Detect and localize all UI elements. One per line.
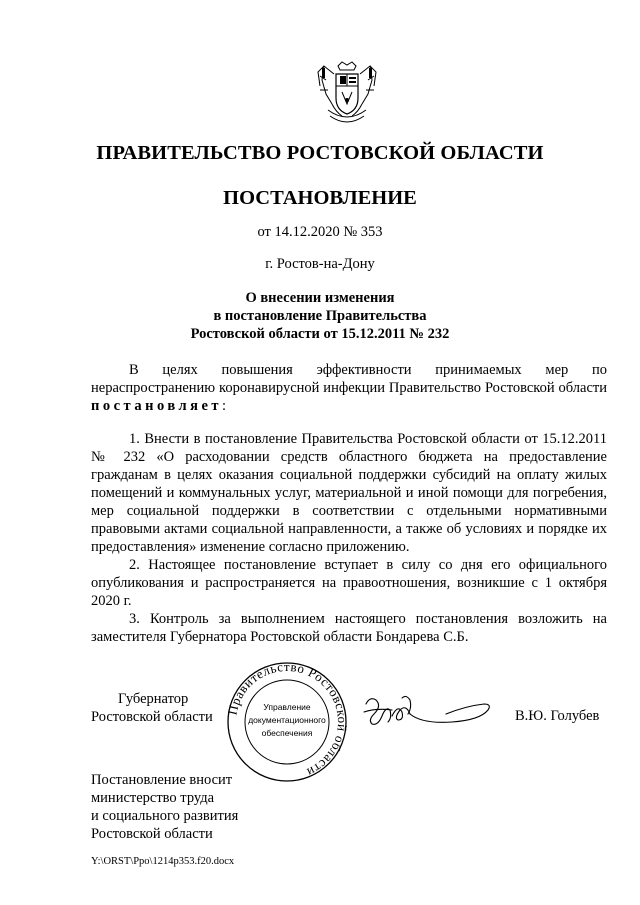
submitter-line: Постановление вносит <box>91 772 233 788</box>
subject-line: в постановление Правительства <box>213 308 427 324</box>
document-type: ПОСТАНОВЛЕНИЕ <box>223 187 417 209</box>
position-line: Ростовской области <box>91 709 213 725</box>
file-path: Y:\ORST\Ppo\1214p353.f20.docx <box>91 856 235 867</box>
decree-item: 2. Настоящее постановление вступает в силу со дня его официального опубликования и распространяется на правоотношения, возникшие с 1 октября 2020 г. <box>91 557 607 609</box>
stamp-center-text: документационного <box>248 715 326 725</box>
stamp-ring-text: Правительство Ростовской области <box>224 662 351 781</box>
preamble-text: В целях повышения эффективности принимаемых мер по нераспространению коронавирусной инфекции Правительство Ростовской области <box>91 362 607 396</box>
subject-line: Ростовской области от 15.12.2011 № 232 <box>190 326 450 342</box>
submitter-line: Ростовской области <box>91 826 213 842</box>
document-city: г. Ростов-на-Дону <box>265 256 375 272</box>
signatory-name: В.Ю. Голубев <box>515 708 600 724</box>
submitter-line: и социального развития <box>91 808 239 824</box>
stamp-center-text: Управление <box>263 702 311 712</box>
decree-items <box>91 430 607 646</box>
decree-keyword: постановляет <box>91 398 223 414</box>
subject-line: О внесении изменения <box>245 290 395 306</box>
rostov-coat-of-arms-icon <box>316 60 378 130</box>
submitter-block <box>91 771 238 843</box>
submitter-line: министерство труда <box>91 790 215 806</box>
preamble-tail: : <box>222 398 227 414</box>
preamble-paragraph <box>91 361 607 415</box>
handwritten-signature <box>362 690 494 732</box>
organization-title: ПРАВИТЕЛЬСТВО РОСТОВСКОЙ ОБЛАСТИ <box>96 142 544 164</box>
stamp-center-text: обеспечения <box>261 728 313 738</box>
decree-item: 1. Внести в постановление Правительства Ростовской области от 15.12.2011 № 232 «О расходовании средств областного бюджета на предоставление гражданам в целях оказания социальной поддержки субсидий на оплату жилых помещений и коммунальных услуг, материальной и иной помощи для погребения, мер социальной поддержки в соответствии с отдельными нормативными правовыми актами социальной направленности, а также об условиях и порядке их предоставления» изменение согласно приложению. <box>91 431 607 555</box>
position-line: Губернатор <box>118 691 189 707</box>
signatory-position <box>91 690 213 726</box>
document-date-number: от 14.12.2020 № 353 <box>257 224 383 240</box>
document-subject <box>0 289 640 343</box>
decree-item: 3. Контроль за выполнением настоящего постановления возложить на заместителя Губернатора Ростовской области Бондарева С.Б. <box>91 611 607 645</box>
official-stamp <box>220 662 354 782</box>
